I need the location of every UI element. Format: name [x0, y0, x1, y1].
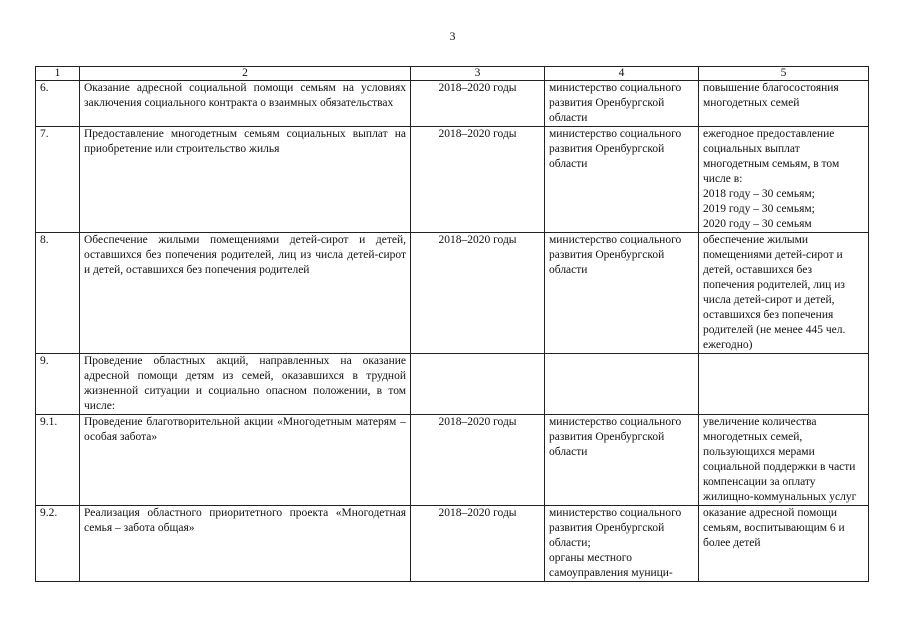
measures-table [35, 66, 869, 582]
column-header: 3 [411, 67, 545, 81]
table-row [36, 506, 869, 582]
row-number: 9.1. [36, 415, 80, 506]
column-header: 2 [80, 67, 411, 81]
row-description: Обеспечение жилыми помещениями детей-сирот и детей, оставшихся без попечения родителей, лиц из числа детей-сирот и детей, оставшихся без попечения родителей [80, 233, 411, 354]
row-result: обеспечение жилыми помещениями детей-сирот и детей, оставшихся без попечения родителей, лиц из числа детей-сирот и детей, оставшихся без попечения родителей (не менее 445 чел. ежегодно) [699, 233, 869, 354]
row-period: 2018–2020 годы [411, 506, 545, 582]
row-period: 2018–2020 годы [411, 233, 545, 354]
row-result: увеличение количества многодетных семей, пользующихся мерами социальной поддержки в части компенсации за оплату жилищно-коммунальных услуг [699, 415, 869, 506]
row-description: Оказание адресной социальной помощи семьям на условиях заключения социального контракта о взаимных обязательствах [80, 81, 411, 127]
row-number: 7. [36, 127, 80, 233]
page-number: 3 [449, 29, 456, 43]
row-number: 6. [36, 81, 80, 127]
row-responsible: министерство социального развития Оренбургской области [545, 81, 699, 127]
row-description: Реализация областного приоритетного проекта «Многодетная семья – забота общая» [80, 506, 411, 582]
row-period: 2018–2020 годы [411, 81, 545, 127]
row-description: Проведение областных акций, направленных на оказание адресной помощи детям из семей, оказавшихся в трудной жизненной ситуации и социально опасном положении, в том числе: [80, 354, 411, 415]
table-row [36, 81, 869, 127]
column-header: 4 [545, 67, 699, 81]
row-result: повышение благосостояния многодетных семей [699, 81, 869, 127]
column-header: 1 [36, 67, 80, 81]
row-responsible: министерство социального развития Оренбургской области [545, 233, 699, 354]
table-row [36, 354, 869, 415]
row-result: оказание адресной помощи семьям, воспитывающим 6 и более детей [699, 506, 869, 582]
table-row [36, 415, 869, 506]
row-period: 2018–2020 годы [411, 415, 545, 506]
row-period: 2018–2020 годы [411, 127, 545, 233]
row-number: 9. [36, 354, 80, 415]
row-description: Предоставление многодетным семьям социальных выплат на приобретение или строительство жилья [80, 127, 411, 233]
row-result: ежегодное предоставление социальных выплат многодетным семьям, в том числе в: 2018 году – 30 семьям; 2019 году – 30 семьям; 2020 году – 30 семьям [699, 127, 869, 233]
column-header: 5 [699, 67, 869, 81]
table-header-row [36, 67, 869, 81]
row-responsible [545, 354, 699, 415]
row-period [411, 354, 545, 415]
table-row [36, 233, 869, 354]
row-responsible: министерство социального развития Оренбургской области; органы местного самоуправления муници- [545, 506, 699, 582]
row-responsible: министерство социального развития Оренбургской области [545, 415, 699, 506]
table-row [36, 127, 869, 233]
row-number: 9.2. [36, 506, 80, 582]
row-result [699, 354, 869, 415]
row-number: 8. [36, 233, 80, 354]
row-description: Проведение благотворительной акции «Многодетным матерям – особая забота» [80, 415, 411, 506]
row-responsible: министерство социального развития Оренбургской области [545, 127, 699, 233]
